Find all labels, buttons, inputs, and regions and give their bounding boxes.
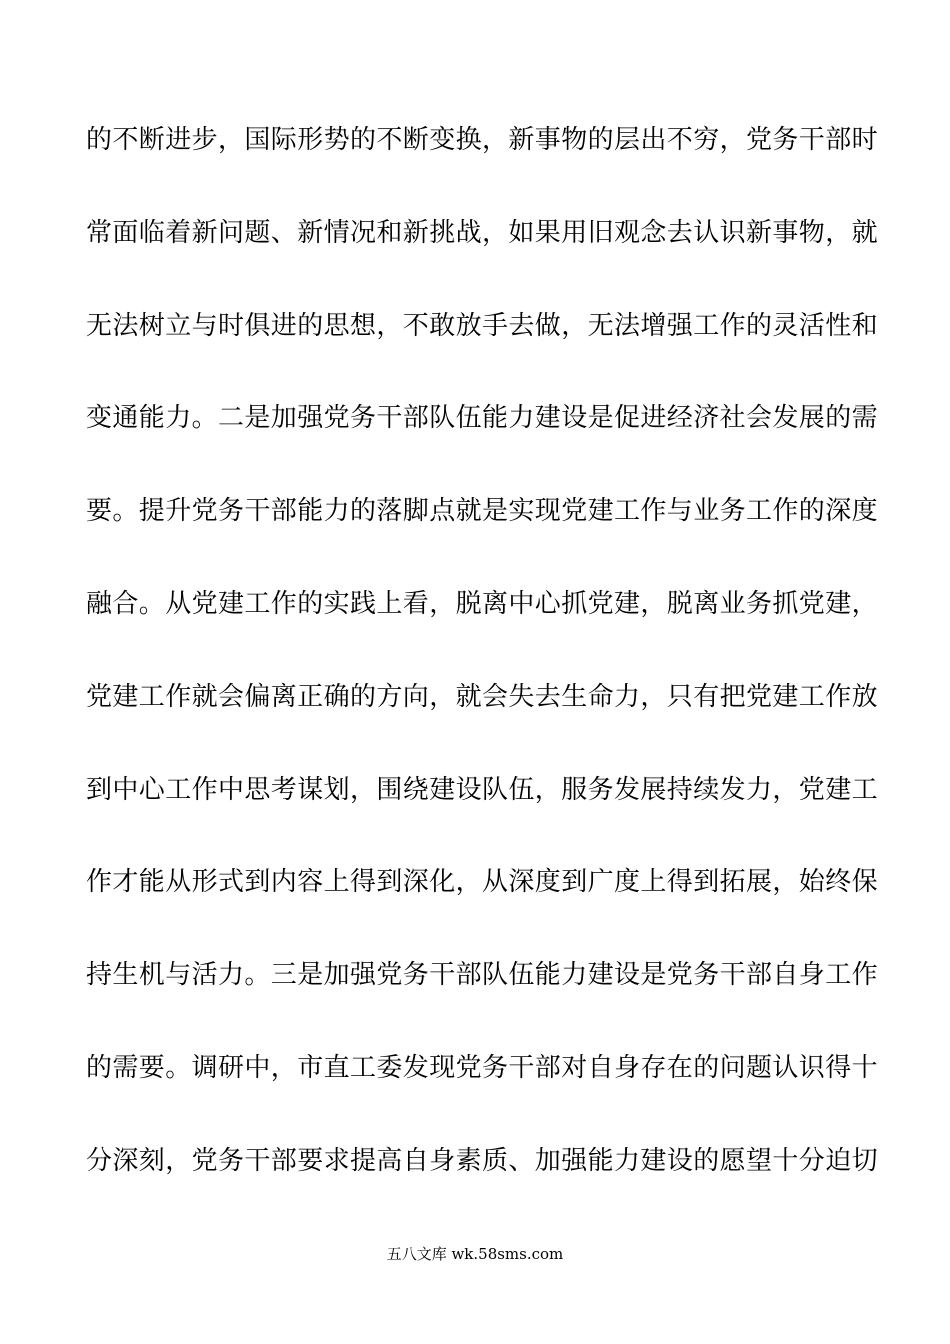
- text-line-1: 的不断进步，国际形势的不断变换，新事物的层出不穷，党务干部时: [86, 125, 879, 155]
- text-line-11: 的需要。调研中，市直工委发现党务干部对自身存在的问题认识得十: [86, 1052, 879, 1083]
- text-line-3: 无法树立与时俱进的思想，不敢放手去做，无法增强工作的灵活性和: [86, 310, 879, 341]
- text-line-8: 到中心工作中思考谋划，围绕建设队伍，服务发展持续发力，党建工: [86, 774, 879, 805]
- text-line-5: 要。提升党务干部能力的落脚点就是实现党建工作与业务工作的深度: [86, 496, 879, 527]
- text-line-9: 作才能从形式到内容上得到深化，从深度到广度上得到拓展，始终保: [86, 867, 879, 898]
- text-line-10: 持生机与活力。三是加强党务干部队伍能力建设是党务干部自身工作: [86, 960, 879, 991]
- text-line-2: 常面临着新问题、新情况和新挑战，如果用旧观念去认识新事物，就: [86, 217, 879, 248]
- page-footer: 五八文库 wk.58sms.com: [386, 1245, 564, 1263]
- body-text: [86, 114, 879, 1228]
- text-line-12: 分深刻，党务干部要求提高自身素质、加强能力建设的愿望十分迫切: [86, 1145, 879, 1176]
- text-line-4: 变通能力。二是加强党务干部队伍能力建设是促进经济社会发展的需: [86, 403, 879, 434]
- text-line-7: 党建工作就会偏离正确的方向，就会失去生命力，只有把党建工作放: [86, 681, 879, 712]
- text-line-6: 融合。从党建工作的实践上看，脱离中心抓党建，脱离业务抓党建，: [86, 588, 879, 619]
